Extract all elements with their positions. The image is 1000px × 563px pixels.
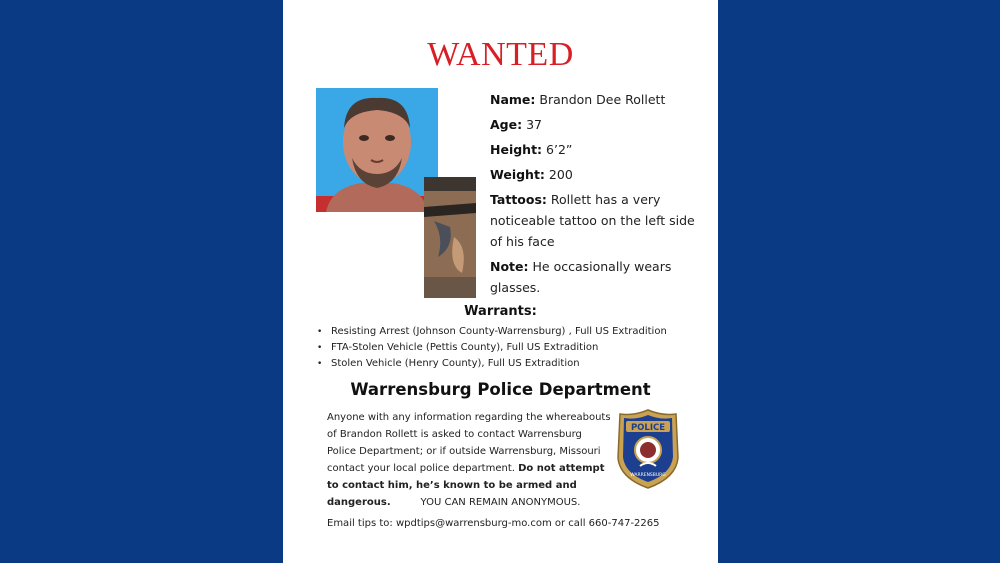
info-text: Anyone with any information regarding the whereabouts of Brandon Rollett is asked to contact Warrensburg Police Department; or if outside Warrensburg, Missouri contact your local police department. <box>327 412 611 474</box>
height-row <box>490 139 700 160</box>
tips-contact: Email tips to: wpdtips@warrensburg-mo.com or call 660-747-2265 <box>327 518 660 529</box>
anonymous-note: YOU CAN REMAIN ANONYMOUS. <box>420 497 581 508</box>
weight-label: Weight: <box>490 167 545 182</box>
poster-title: WANTED <box>427 36 574 73</box>
badge-text: POLICE <box>630 423 666 433</box>
department-name: Warrensburg Police Department <box>350 380 651 399</box>
contact-paragraph <box>327 409 612 511</box>
tattoos-row <box>490 189 700 252</box>
age-label: Age: <box>490 117 523 132</box>
warrant-item: • Stolen Vehicle (Henry County), Full US Extradition <box>317 356 667 372</box>
warrant-item: • FTA-Stolen Vehicle (Pettis County), Full US Extradition <box>317 340 667 356</box>
tattoos-value: Rollett has a very noticeable tattoo on the left side of his face <box>490 192 695 249</box>
warrant-item: • Resisting Arrest (Johnson County-Warrensburg) , Full US Extradition <box>317 324 667 340</box>
name-label: Name: <box>490 92 536 107</box>
note-label: Note: <box>490 259 529 274</box>
suspect-photo <box>316 88 438 212</box>
badge-subtext: WARRENSBURG <box>630 473 666 478</box>
wanted-poster <box>283 0 718 563</box>
tattoos-label: Tattoos: <box>490 192 547 207</box>
warrants-title: Warrants: <box>464 304 537 319</box>
height-value: 6’2” <box>546 142 573 157</box>
name-row <box>490 89 700 110</box>
height-label: Height: <box>490 142 543 157</box>
warrant-list <box>317 324 667 372</box>
tattoo-photo <box>424 177 476 298</box>
age-value: 37 <box>526 117 542 132</box>
note-row <box>490 256 700 298</box>
name-value: Brandon Dee Rollett <box>539 92 666 107</box>
police-badge-icon <box>616 408 680 490</box>
suspect-details <box>490 89 700 302</box>
weight-value: 200 <box>548 167 573 182</box>
warning-text: Do not attempt to contact him, he’s known to be armed and dangerous. <box>327 463 605 508</box>
age-row <box>490 114 700 135</box>
weight-row <box>490 164 700 185</box>
note-value: He occasionally wears glasses. <box>490 259 672 295</box>
